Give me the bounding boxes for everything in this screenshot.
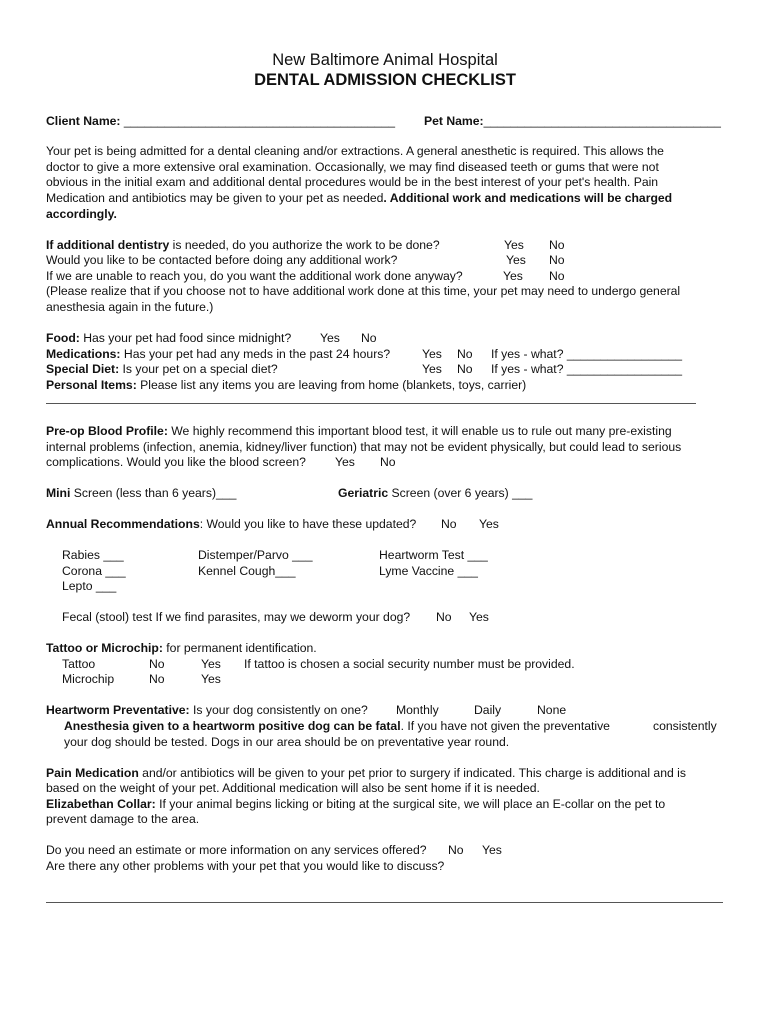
collar-line-2: prevent damage to the area. <box>46 812 200 826</box>
heartworm-test-item[interactable]: Heartworm Test ___ <box>379 548 488 562</box>
dentistry-q3-no[interactable]: No <box>549 269 565 283</box>
heartworm-row: Heartworm Preventative: Is your dog consistently on one? <box>46 703 368 717</box>
lepto-item[interactable]: Lepto ___ <box>62 579 117 593</box>
dentistry-q2-yes[interactable]: Yes <box>506 253 526 267</box>
blood-screen-yes[interactable]: Yes <box>335 455 355 469</box>
medications-no[interactable]: No <box>457 347 473 361</box>
dentistry-q1-bold: If additional dentistry <box>46 238 170 252</box>
microchip-yes[interactable]: Yes <box>201 672 221 686</box>
dentistry-q2: Would you like to be contacted before doing any additional work? <box>46 253 398 267</box>
intro-line-4a: Medication and antibiotics may be given to your pet as needed <box>46 191 384 205</box>
fecal-no[interactable]: No <box>436 610 452 624</box>
pain-medication-line-2: based on the weight of your pet. Additional medication will also be sent home if it is needed. <box>46 781 540 795</box>
heartworm-consistently: consistently <box>653 719 717 733</box>
lyme-vaccine-item[interactable]: Lyme Vaccine ___ <box>379 564 478 578</box>
annual-recommendations-row: Annual Recommendations: Would you like to have these updated? <box>46 517 417 531</box>
special-diet-row: Special Diet: Is your pet on a special diet? <box>46 362 278 376</box>
blood-profile-line-3: complications. Would you like the blood screen? <box>46 455 306 469</box>
collar-label: Elizabethan Collar: <box>46 797 156 811</box>
pain-medication-line-1: Pain Medication and/or antibiotics will be given to your pet prior to surgery if indicated. This charge is additional and is <box>46 766 686 780</box>
hospital-name: New Baltimore Animal Hospital <box>272 51 498 69</box>
heartworm-line-3: your dog should be tested. Dogs in our area should be on preventative year round. <box>64 735 510 749</box>
distemper-parvo-item[interactable]: Distemper/Parvo ___ <box>198 548 313 562</box>
fecal-test-question: Fecal (stool) test If we find parasites, may we deworm your dog? <box>62 610 411 624</box>
dentistry-note-2: anesthesia again in the future.) <box>46 300 214 314</box>
kennel-cough-item[interactable]: Kennel Cough___ <box>198 564 296 578</box>
annual-yes[interactable]: Yes <box>479 517 499 531</box>
intro-line-3: obvious in the initial exam and additional dental procedures would be in the best interest of your pet's health. Pain <box>46 175 659 189</box>
annual-no[interactable]: No <box>441 517 457 531</box>
dentistry-q3: If we are unable to reach you, do you want the additional work done anyway? <box>46 269 463 283</box>
geriatric-screen-option[interactable]: Geriatric Screen (over 6 years) ___ <box>338 486 533 500</box>
tattoo-yes[interactable]: Yes <box>201 657 221 671</box>
heartworm-warning: Anesthesia given to a heartworm positive dog can be fatal. If you have not given the preventative <box>64 719 610 733</box>
tattoo-note: If tattoo is chosen a social security number must be provided. <box>244 657 575 671</box>
blood-screen-no[interactable]: No <box>380 455 396 469</box>
personal-items-blank[interactable] <box>46 403 696 404</box>
pet-name-label: Pet Name: <box>424 114 484 128</box>
blood-profile-line-2: internal problems (infection, anemia, kidney/liver function) that may not be evident physically, but could lead to serious <box>46 440 682 454</box>
dentistry-q2-no[interactable]: No <box>549 253 565 267</box>
intro-line-2: doctor to give a more extensive oral examination. Occasionally, we may find diseased teeth or gums that were not <box>46 160 659 174</box>
intro-line-1: Your pet is being admitted for a dental cleaning and/or extractions. A general anesthetic is required. This allows the <box>46 144 664 158</box>
pet-name-field[interactable]: ___________________________________ <box>483 114 721 128</box>
dentistry-note-1: (Please realize that if you choose not to have additional work done at this time, your pet may need to undergo general <box>46 284 681 298</box>
special-diet-label: Special Diet: <box>46 362 120 376</box>
intro-line-4b: . Additional work and medications will be charged <box>383 191 673 205</box>
estimate-no[interactable]: No <box>448 843 464 857</box>
medications-yes[interactable]: Yes <box>422 347 442 361</box>
tattoo-microchip-label: Tattoo or Microchip: <box>46 641 163 655</box>
corona-item[interactable]: Corona ___ <box>62 564 126 578</box>
client-name-field[interactable]: ________________________________________ <box>123 114 396 128</box>
personal-items-label: Personal Items: <box>46 378 137 392</box>
blood-profile-line-1: Pre-op Blood Profile: We highly recommend this important blood test, it will enable us to rule out many pre-existing <box>46 424 672 438</box>
heartworm-daily[interactable]: Daily <box>474 703 502 717</box>
estimate-yes[interactable]: Yes <box>482 843 502 857</box>
microchip-no[interactable]: No <box>149 672 165 686</box>
heartworm-monthly[interactable]: Monthly <box>396 703 439 717</box>
intro-line-5: accordingly. <box>46 207 117 221</box>
estimate-question: Do you need an estimate or more information on any services offered? <box>46 843 427 857</box>
tattoo-no[interactable]: No <box>149 657 165 671</box>
other-problems-blank[interactable] <box>46 902 723 903</box>
blood-profile-label: Pre-op Blood Profile: <box>46 424 168 438</box>
mini-screen-option[interactable]: Mini Screen (less than 6 years)___ <box>46 486 237 500</box>
heartworm-label: Heartworm Preventative: <box>46 703 190 717</box>
dentistry-q1-yes[interactable]: Yes <box>504 238 524 252</box>
food-row: Food: Has your pet had food since midnight? <box>46 331 292 345</box>
special-diet-no[interactable]: No <box>457 362 473 376</box>
medications-if-yes[interactable]: If yes - what? _________________ <box>491 347 683 361</box>
medications-label: Medications: <box>46 347 121 361</box>
fecal-yes[interactable]: Yes <box>469 610 489 624</box>
special-diet-if-yes[interactable]: If yes - what? _________________ <box>491 362 683 376</box>
microchip-label: Microchip <box>62 672 115 686</box>
tattoo-microchip-row: Tattoo or Microchip: for permanent identification. <box>46 641 317 655</box>
client-name-label: Client Name: <box>46 114 121 128</box>
medications-row: Medications: Has your pet had any meds in the past 24 hours? <box>46 347 391 361</box>
heartworm-none[interactable]: None <box>537 703 567 717</box>
annual-recommendations-label: Annual Recommendations <box>46 517 200 531</box>
collar-line-1: Elizabethan Collar: If your animal begins licking or biting at the surgical site, we will place an E-collar on the pet to <box>46 797 666 811</box>
dentistry-q1-no[interactable]: No <box>549 238 565 252</box>
page-title: DENTAL ADMISSION CHECKLIST <box>254 71 516 89</box>
pet-name-row <box>424 114 721 129</box>
rabies-item[interactable]: Rabies ___ <box>62 548 124 562</box>
other-problems-question: Are there any other problems with your pet that you would like to discuss? <box>46 859 445 873</box>
food-label: Food: <box>46 331 80 345</box>
client-name-row <box>46 114 395 129</box>
personal-items-row: Personal Items: Please list any items you are leaving from home (blankets, toys, carrier) <box>46 378 527 392</box>
intro-line-4 <box>46 191 672 206</box>
tattoo-label: Tattoo <box>62 657 96 671</box>
dentistry-q3-yes[interactable]: Yes <box>503 269 523 283</box>
food-yes[interactable]: Yes <box>320 331 340 345</box>
food-no[interactable]: No <box>361 331 377 345</box>
special-diet-yes[interactable]: Yes <box>422 362 442 376</box>
dentistry-q1: If additional dentistry is needed, do you authorize the work to be done? <box>46 238 440 252</box>
pain-medication-label: Pain Medication <box>46 766 139 780</box>
